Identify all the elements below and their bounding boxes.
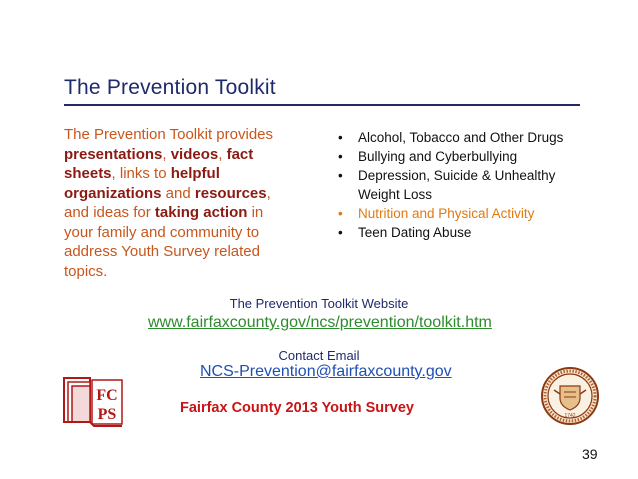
topic-item: • Depression, Suicide & Unhealthy Weight Loss — [338, 166, 588, 204]
fcps-logo-line2: PS — [97, 406, 117, 423]
intro-text: and — [161, 184, 195, 202]
intro-emphasis: taking action — [154, 204, 248, 221]
intro-text: , — [218, 145, 227, 163]
fcps-logo-icon — [62, 372, 126, 430]
intro-emphasis: videos — [170, 145, 219, 163]
topic-item: • Bullying and Cyberbullying — [338, 147, 588, 166]
intro-emphasis: presentations — [64, 145, 163, 163]
seal-year: 1742 — [564, 413, 576, 419]
slide-title: The Prevention Toolkit — [64, 76, 276, 99]
intro-text: , — [162, 145, 171, 163]
topic-list — [338, 128, 588, 242]
survey-title: Fairfax County 2013 Youth Survey — [180, 400, 414, 416]
intro-text: , links to — [111, 165, 171, 182]
intro-emphasis: fact sheets — [64, 145, 254, 182]
intro-emphasis: resources — [194, 184, 267, 202]
intro-paragraph — [64, 125, 294, 281]
county-seal-icon — [540, 366, 600, 426]
intro-text: in your family and community to address Youth Survey related topics. — [64, 204, 264, 280]
website-label: The Prevention Toolkit Website — [229, 296, 409, 311]
contact-email-link[interactable]: NCS-Prevention@fairfaxcounty.gov — [200, 363, 452, 380]
fcps-logo-line1: FC — [96, 387, 118, 404]
topic-item: • Teen Dating Abuse — [338, 223, 588, 242]
topic-item: • Nutrition and Physical Activity — [338, 204, 588, 223]
topic-item: • Alcohol, Tobacco and Other Drugs — [338, 128, 588, 147]
contact-label: Contact Email — [278, 348, 360, 363]
page-number: 39 — [582, 446, 598, 462]
title-rule — [64, 104, 580, 106]
intro-text: , and ideas for — [64, 184, 271, 221]
intro-text: The Prevention Toolkit provides — [64, 126, 274, 143]
website-link[interactable]: www.fairfaxcounty.gov/ncs/prevention/toolkit.htm — [148, 314, 492, 331]
intro-emphasis: helpful organizations — [64, 165, 220, 202]
